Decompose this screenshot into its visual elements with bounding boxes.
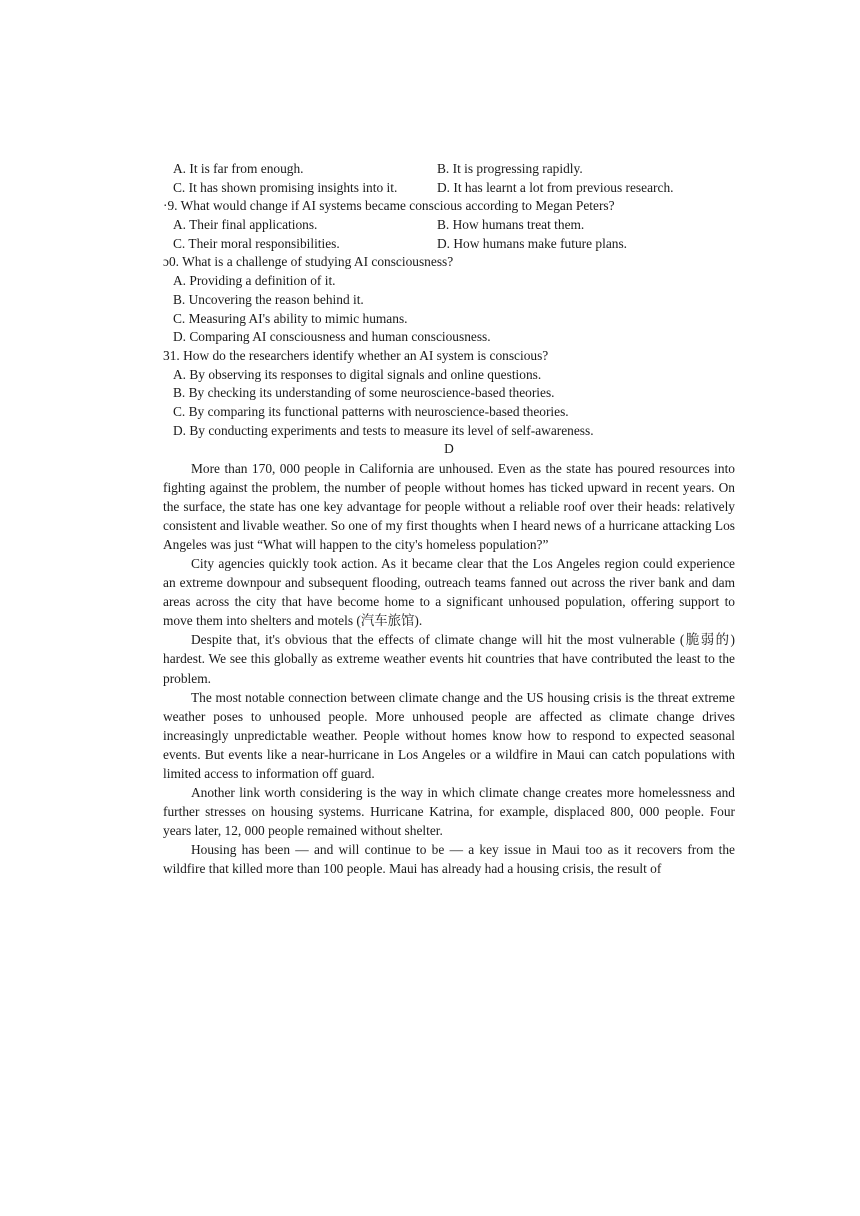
q30-stem: ɔ0. What is a challenge of studying AI consciousness? (163, 254, 454, 270)
q28-option-a: A. It is far from enough. (173, 161, 304, 176)
passage-paragraph-1: More than 170, 000 people in California are unhoused. Even as the state has poured resources into fighting against the problem, the number of people without homes has ticked upward in recent years. On the surface, the state has one key advantage for people without a reliable roof over their heads: relatively consistent and livable weather. So one of my first thoughts when I heard news of a hurricane attacking Los Angeles was just “What will happen to the city's homeless population?” (163, 461, 735, 553)
q31-stem: 31. How do the researchers identify whether an AI system is conscious? (163, 347, 549, 363)
q30-option-c: C. Measuring AI's ability to mimic humans. (173, 310, 408, 326)
q28-option-c: C. It has shown promising insights into it. (173, 179, 398, 195)
q30-option-d: D. Comparing AI consciousness and human consciousness. (173, 329, 491, 345)
passage-paragraph-2: City agencies quickly took action. As it became clear that the Los Angeles region could experience an extreme downpour and subsequent flooding, outreach teams fanned out across the river bank and dam areas across the city that have become home to a significant unhoused population, offering support to move them into shelters and motels (汽车旅馆). (163, 556, 735, 629)
page-content (163, 160, 735, 878)
passage-letter: D (444, 441, 454, 457)
q30-option-b: B. Uncovering the reason behind it. (173, 291, 364, 307)
q28-options-row-2 (163, 179, 735, 198)
q31-option-b: B. By checking its understanding of some neuroscience-based theories. (173, 385, 555, 401)
q31-option-c: C. By comparing its functional patterns with neuroscience-based theories. (173, 403, 569, 419)
q28-option-d: D. It has learnt a lot from previous research. (437, 179, 674, 195)
q29-option-b: B. How humans treat them. (437, 217, 585, 233)
q28-options-row-1 (163, 160, 735, 179)
passage-paragraph-6: Housing has been — and will continue to be — a key issue in Maui too as it recovers from the wildfire that killed more than 100 people. Maui has already had a housing crisis, the result of (163, 841, 735, 876)
q29-stem: ·9. What would change if AI systems became conscious according to Megan Peters? (163, 198, 615, 214)
passage-paragraph-4: The most notable connection between climate change and the US housing crisis is the threat extreme weather poses to unhoused people. More unhoused people are affected as climate change drives increasingly unpredictable weather. People without homes know how to respond to expected seasonal events. But events like a near-hurricane in Los Angeles or a wildfire in Maui can catch populations with limited access to information off guard. (163, 689, 735, 781)
q29-option-a: A. Their final applications. (173, 217, 318, 233)
q30-option-a: A. Providing a definition of it. (173, 273, 336, 289)
q29-options-row-1 (163, 216, 735, 235)
q29-option-c: C. Their moral responsibilities. (173, 235, 340, 251)
q29-option-d: D. How humans make future plans. (437, 235, 628, 251)
passage-paragraph-3: Despite that, it's obvious that the effects of climate change will hit the most vulnerable (脆弱的) hardest. We see this globally as extreme weather events hit countries that have contributed the least to the problem. (163, 632, 735, 686)
q29-options-row-2 (163, 235, 735, 254)
q28-option-b: B. It is progressing rapidly. (437, 161, 583, 176)
q31-option-a: A. By observing its responses to digital signals and online questions. (173, 366, 542, 382)
passage-paragraph-5: Another link worth considering is the way in which climate change creates more homelessness and further stresses on housing systems. Hurricane Katrina, for example, displaced 800, 000 people. Four years later, 12, 000 people remained without shelter. (163, 784, 735, 838)
q31-option-d: D. By conducting experiments and tests to measure its level of self-awareness. (173, 422, 594, 438)
